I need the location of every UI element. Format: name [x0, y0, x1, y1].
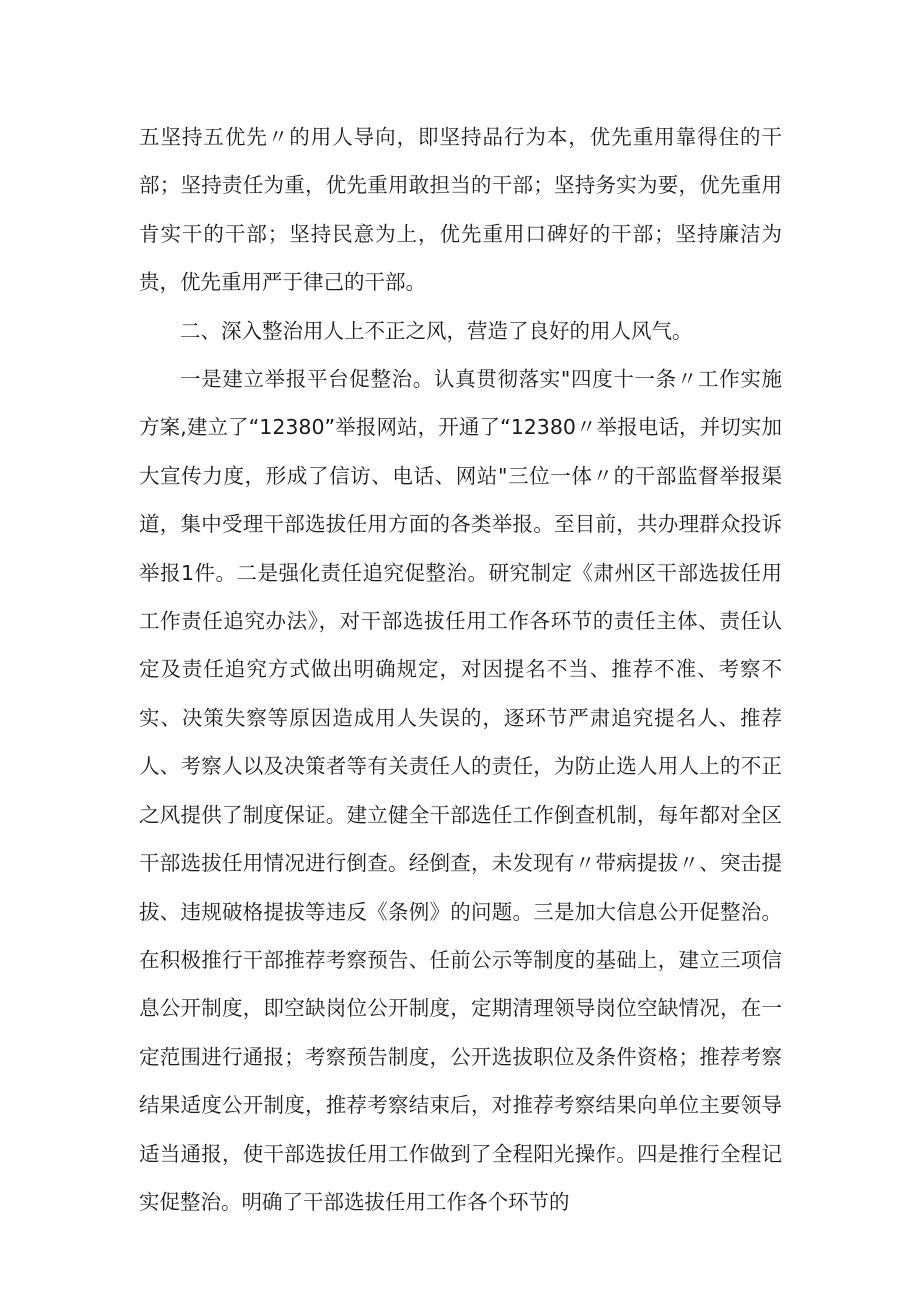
paragraph-cadre-principles: 五坚持五优先〃的用人导向，即坚持品行为本，优先重用靠得住的干部；坚持责任为重，优先重用敢担当的干部；坚持务实为要，优先重用肯实干的干部；坚持民意为上，优先重用口碑好的干部；坚持廉洁为贵，优先重用严于律己的干部。: [139, 125, 782, 295]
paragraph-rectification-measures: 一是建立举报平台促整治。认真贯彻落实"四度十一条〃工作实施方案,建立了“12380”举报网站，开通了“12380〃举报电话，并切实加大宣传力度，形成了信访、电话、网站"三位一体〃的干部监督举报渠道，集中受理干部选拔任用方面的各类举报。至目前，共办理群众投诉举报1件。二是强化责任追究促整治。研究制定《肃州区干部选拔任用工作责任追究办法》，对干部选拔任用工作各环节的责任主体、责任认定及责任追究方式做出明确规定，对因提名不当、推荐不准、考察不实、决策失察等原因造成用人失误的，逐环节严肃追究提名人、推荐人、考察人以及决策者等有关责任人的责任，为防止选人用人上的不正之风提供了制度保证。建立健全干部选任工作倒查机制，每年都对全区干部选拔任用情况进行倒查。经倒查，未发现有〃带病提拔〃、突击提拔、违规破格提拔等违反《条例》的问题。三是加大信息公开促整治。在积极推行干部推荐考察预告、任前公示等制度的基础上，建立三项信息公开制度，即空缺岗位公开制度，定期清理领导岗位空缺情况，在一定范围进行通报；考察预告制度，公开选拔职位及条件资格；推荐考察结果适度公开制度，推荐考察结束后，对推荐考察结果向单位主要领导适当通报，使干部选拔任用工作做到了全程阳光操作。四是推行全程记实促整治。明确了干部选拔任用工作各个环节的: [139, 367, 782, 1214]
document-body: [139, 113, 782, 1226]
paragraph-section-heading: 二、深入整治用人上不正之风，营造了良好的用人风气。: [180, 318, 693, 343]
